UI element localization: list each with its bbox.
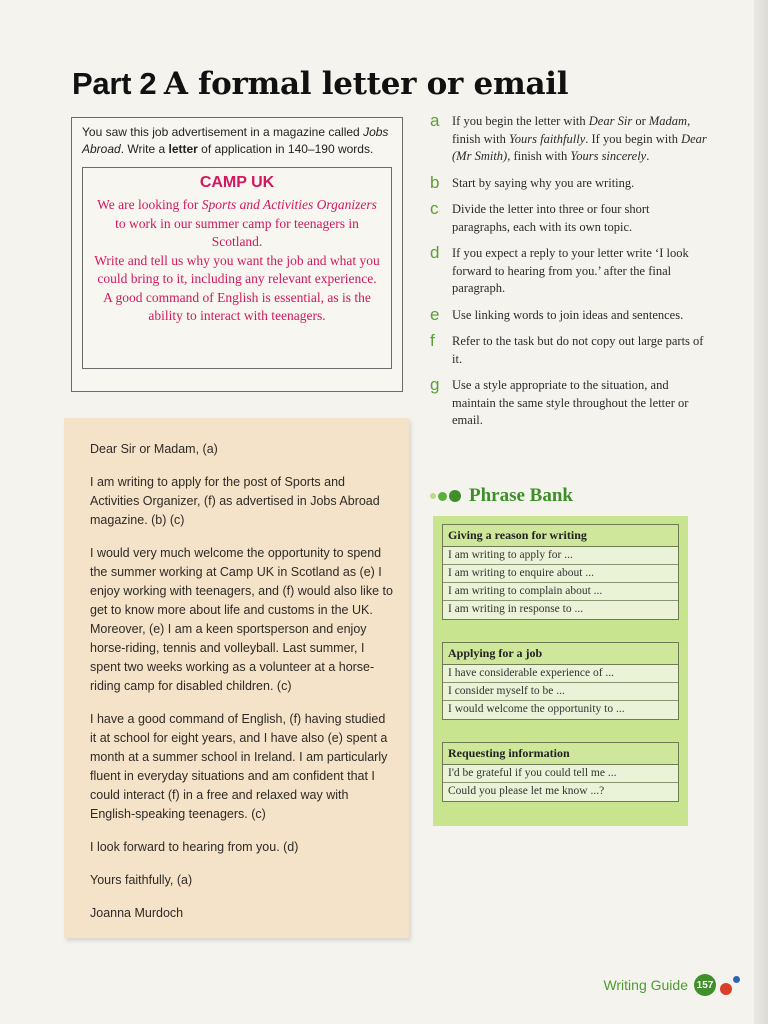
table-row: I am writing in response to ... xyxy=(443,601,678,619)
tip-letter: e xyxy=(430,304,440,324)
letter-signature: Joanna Murdoch xyxy=(90,906,184,920)
task-letter-word: letter xyxy=(168,142,198,156)
tip-f xyxy=(430,333,710,368)
tip-text: Refer to the task but do not copy out large parts of it. xyxy=(452,334,704,366)
tip-text: Start by saying why you are writing. xyxy=(452,175,635,190)
phrase-bank-heading xyxy=(430,485,573,507)
table-header: Requesting information xyxy=(443,743,678,765)
table-row: I am writing to complain about ... xyxy=(443,583,678,601)
tips-list xyxy=(430,113,710,439)
table-header: Giving a reason for writing xyxy=(443,525,678,547)
red-dot-icon xyxy=(720,983,732,995)
letter-paragraph-3: I have a good command of English, (f) having studied it at school for eight years, and I have also (e) spent a month at a summer school in Ireland. I am particularly fluent in everyday situations and am confident that I could interact (f) in a free and relaxed way with English-speaking teenagers. (c) xyxy=(90,712,388,821)
ad-p1-text-2: to work in our summer camp for teenagers in Scotland. xyxy=(115,215,359,249)
table-row: I am writing to apply for ... xyxy=(443,547,678,565)
tip-b xyxy=(430,172,710,193)
phrase-bank-dots-icon xyxy=(430,490,463,502)
tip-text: Divide the letter into three or four short paragraphs, each with its own topic. xyxy=(452,202,650,234)
dot-icon xyxy=(449,490,461,502)
tip-letter: f xyxy=(430,331,435,350)
tip-g xyxy=(430,377,710,430)
letter-paragraph-1: I am writing to apply for the post of Sports and Activities Organizer, (f) as advertised in Jobs Abroad magazine. (b) (c) xyxy=(90,475,380,527)
tip-e xyxy=(430,304,710,325)
tip-letter: d xyxy=(430,243,440,262)
ad-p1-text: We are looking for xyxy=(97,197,202,212)
part-label: Part 2 xyxy=(72,66,157,101)
dot-icon xyxy=(430,493,436,499)
letter-signoff: Yours faithfully, (a) xyxy=(90,873,193,887)
tip-letter: a xyxy=(430,111,440,130)
table-row: I have considerable experience of ... xyxy=(443,665,678,683)
job-advertisement xyxy=(82,167,392,369)
tip-text: If you begin the letter with Dear Sir or Madam, finish with Yours faithfully. If you begin with Dear (Mr Smith), finish with Yours sincerely. xyxy=(452,114,707,163)
tip-letter: c xyxy=(430,199,439,218)
phrase-table-reason xyxy=(442,524,679,620)
task-intro-text: You saw this job advertisement in a magazine called xyxy=(82,125,360,139)
blue-dot-icon xyxy=(733,976,740,983)
table-header: Applying for a job xyxy=(443,643,678,665)
page-number: 157 xyxy=(694,974,716,996)
ad-title: CAMP UK xyxy=(199,174,275,191)
dot-icon xyxy=(438,492,447,501)
tip-d xyxy=(430,245,710,298)
table-row: I would welcome the opportunity to ... xyxy=(443,701,678,719)
footer-label: Writing Guide xyxy=(603,977,688,993)
tip-letter: b xyxy=(430,172,440,192)
tip-text: Use a style appropriate to the situation, and maintain the same style throughout the letter or email. xyxy=(452,378,689,427)
ad-p1-role: Sports and Activities Organizers xyxy=(201,197,377,212)
table-row: Could you please let me know ...? xyxy=(443,783,678,801)
page-footer xyxy=(603,974,740,996)
table-row: I'd be grateful if you could tell me ... xyxy=(443,765,678,783)
phrase-table-info xyxy=(442,742,679,802)
tip-a xyxy=(430,113,710,166)
letter-paragraph-2: I would very much welcome the opportunity to spend the summer working at Camp UK in Scotland as (e) I enjoy working with teenagers, and (f) would also like to get to know more about life and customs in the UK. Moreover, (e) I am a keen sportsperson and enjoy horse-riding, tennis and volleyball. Last summer, I spent two weeks working as a volunteer at a horse-riding camp for disabled children. (c) xyxy=(90,546,393,693)
letter-salutation: Dear Sir or Madam, (a) xyxy=(90,442,218,456)
tip-text: Use linking words to join ideas and sentences. xyxy=(452,307,684,322)
task-instructions xyxy=(82,124,392,158)
tip-c xyxy=(430,201,710,236)
page-title xyxy=(72,66,568,102)
ad-paragraph-2: Write and tell us why you want the job and what you could bring to it, including any relevant experience. xyxy=(94,252,380,286)
page-edge xyxy=(754,0,768,1024)
task-intro-text-3: of application in 140–190 words. xyxy=(197,142,374,156)
title-text: A formal letter or email xyxy=(163,66,569,102)
table-row: I consider myself to be ... xyxy=(443,683,678,701)
letter-closing-line: I look forward to hearing from you. (d) xyxy=(90,840,299,854)
table-row: I am writing to enquire about ... xyxy=(443,565,678,583)
magazine-name: Jobs Abroad xyxy=(82,125,389,156)
task-box xyxy=(71,117,403,392)
model-letter xyxy=(64,418,409,938)
phrase-table-job xyxy=(442,642,679,720)
phrase-bank-title: Phrase Bank xyxy=(469,485,573,506)
tip-letter: g xyxy=(430,375,440,394)
ad-paragraph-3: A good command of English is essential, as is the ability to interact with teenagers. xyxy=(103,289,371,323)
ad-paragraph-1 xyxy=(91,196,383,252)
task-intro-text-2: . Write a xyxy=(120,142,169,156)
phrase-bank xyxy=(433,516,688,826)
tip-text: If you expect a reply to your letter write ‘I look forward to hearing from you.’ after the final paragraph. xyxy=(452,246,689,295)
